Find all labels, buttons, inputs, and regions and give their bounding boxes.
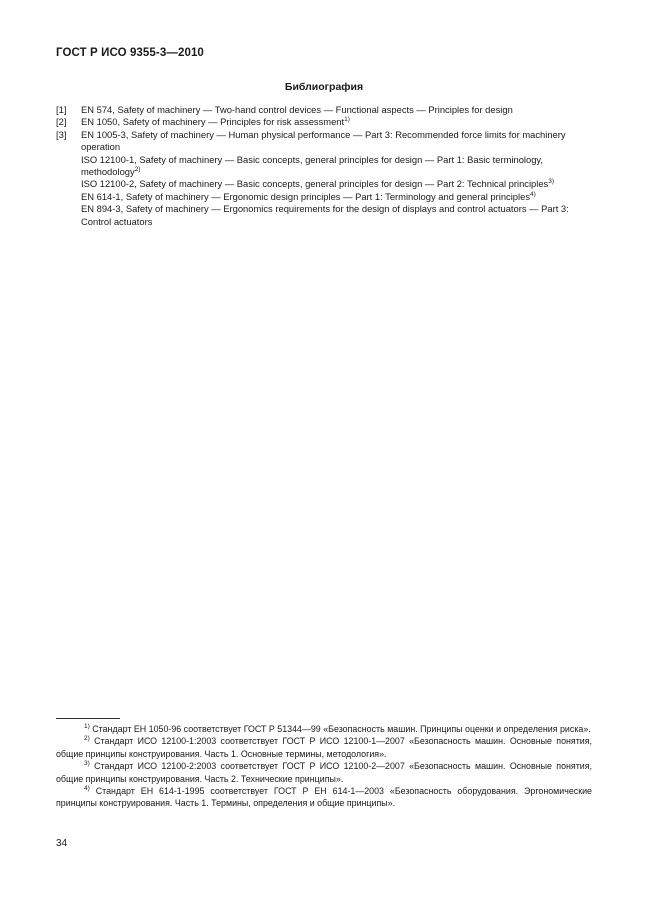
reference-number: [1] — [56, 104, 67, 115]
reference-text: ISO 12100-2, Safety of machinery — Basic concepts, general principles for design — Part 2: Technical principles — [81, 178, 549, 190]
footnote — [56, 760, 592, 785]
footnote-text: Стандарт ИСО 12100-1:2003 соответствует ГОСТ Р ИСО 12100-1—2007 «Безопасность машин. Основные понятия, общие принципы конструирования. Часть 1. Основные термины, методология». — [56, 736, 593, 759]
footnote-text: Стандарт ЕН 1050-96 соответствует ГОСТ Р 51344—99 «Безопасность машин. Принципы оценки и определения риска». — [92, 724, 591, 734]
reference-text: EN 1005-3, Safety of machinery — Human physical performance — Part 3: Recommended force limits for machinery operation — [81, 128, 566, 153]
footnote — [56, 735, 592, 760]
reference-number: [3] — [56, 128, 67, 140]
reference-item — [56, 116, 592, 128]
document-header: ГОСТ Р ИСО 9355-3—2010 — [56, 47, 204, 59]
bibliography-title: Библиография — [284, 81, 364, 93]
footnote-mark: 3) — [548, 178, 555, 186]
reference-text: ISO 12100-1, Safety of machinery — Basic concepts, general principles for design — Part 1: Basic terminology, methodology — [81, 153, 544, 178]
footnote-mark: 2) — [84, 735, 90, 743]
footnote-list — [56, 723, 592, 810]
reference-item — [56, 203, 592, 228]
footnote-separator — [56, 718, 120, 719]
footnote-mark: 1) — [344, 116, 350, 124]
reference-item — [56, 191, 592, 203]
reference-item — [56, 154, 592, 179]
reference-text: EN 614-1, Safety of machinery — Ergonomic design principles — Part 1: Terminology and general principles — [81, 190, 531, 202]
reference-item — [56, 104, 592, 116]
footnote — [56, 785, 592, 810]
footnote-text: Стандарт ИСО 12100-2:2003 соответствует ГОСТ Р ИСО 12100-2—2007 «Безопасность машин. Основные понятия, общие принципы конструирования. Часть 2. Технические принципы». — [56, 761, 593, 784]
reference-item — [56, 178, 592, 190]
footnote-mark: 4) — [530, 190, 536, 198]
reference-list — [56, 104, 592, 228]
footnote-mark: 2) — [134, 166, 141, 174]
footnote-mark: 4) — [84, 785, 90, 793]
reference-number: [2] — [56, 116, 67, 128]
footnote-mark: 3) — [84, 760, 90, 768]
reference-text: EN 574, Safety of machinery — Two-hand control devices — Functional aspects — Principles for design — [81, 104, 513, 115]
footnote-mark: 1) — [84, 723, 90, 730]
reference-item — [56, 129, 592, 154]
reference-text: EN 894-3, Safety of machinery — Ergonomics requirements for the design of displays and control actuators — Part 3: Control actuators — [81, 203, 569, 227]
reference-text: EN 1050, Safety of machinery — Principles for risk assessment — [81, 116, 345, 128]
footnote — [56, 723, 592, 735]
page-number: 34 — [56, 838, 68, 849]
footnote-text: Стандарт ЕН 614-1-1995 соответствует ГОСТ Р ЕН 614-1—2003 «Безопасность оборудования. Эргономические принципы конструирования. Часть 1. Термины, определения и общие принципы». — [56, 786, 592, 809]
